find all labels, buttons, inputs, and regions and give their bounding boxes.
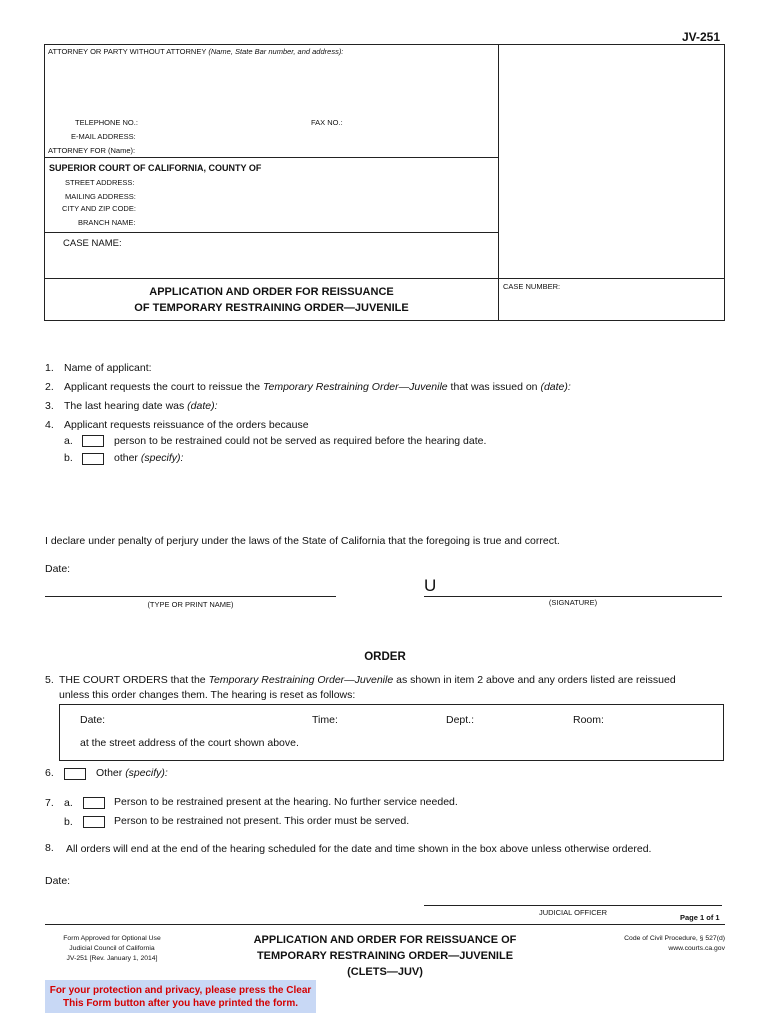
item8-text: All orders will end at the end of the hearing scheduled for the date and time shown in the box above unless otherwise ordered. xyxy=(66,843,652,855)
case-name-label: CASE NAME: xyxy=(63,238,122,249)
item7-num: 7. xyxy=(45,797,54,809)
hearing-address: at the street address of the court shown above. xyxy=(80,737,299,749)
attorney-for-label: ATTORNEY FOR (Name): xyxy=(48,146,136,155)
item7a-checkbox[interactable] xyxy=(83,797,105,809)
item7a-letter: a. xyxy=(64,797,73,809)
item6-text: Other (specify): xyxy=(96,767,168,779)
privacy-notice: For your protection and privacy, please press the Clear This Form button after you have printed the form. xyxy=(45,980,316,1013)
item6-num: 6. xyxy=(45,767,54,779)
item4b-letter: b. xyxy=(64,452,73,464)
attorney-label: ATTORNEY OR PARTY WITHOUT ATTORNEY (Name, State Bar number, and address): xyxy=(48,47,344,56)
item7a-text: Person to be restrained present at the hearing. No further service needed. xyxy=(114,796,458,808)
judicial-signature-line[interactable] xyxy=(424,905,722,906)
item7b-text: Person to be restrained not present. This order must be served. xyxy=(114,815,410,827)
item1-text: Name of applicant: xyxy=(64,362,152,374)
item4a-letter: a. xyxy=(64,435,73,447)
hearing-room-label: Room: xyxy=(573,714,604,726)
page-number: Page 1 of 1 xyxy=(680,913,720,922)
item4-text: Applicant requests reissuance of the orders because xyxy=(64,419,309,431)
mailing-label: MAILING ADDRESS: xyxy=(65,192,136,201)
case-number-label: CASE NUMBER: xyxy=(503,282,561,291)
item4-num: 4. xyxy=(45,419,54,431)
fax-label: FAX NO.: xyxy=(311,118,343,127)
item4b-text: other (specify): xyxy=(114,452,184,464)
name-line[interactable] xyxy=(45,596,336,597)
item5-num: 5. xyxy=(45,674,54,686)
street-label: STREET ADDRESS: xyxy=(65,178,135,187)
court-heading: SUPERIOR COURT OF CALIFORNIA, COUNTY OF xyxy=(49,163,262,173)
item8-num: 8. xyxy=(45,842,54,854)
hearing-date-label: Date: xyxy=(80,714,106,726)
form-number: JV-251 xyxy=(682,30,721,44)
footer-title: APPLICATION AND ORDER FOR REISSUANCE OF TEMPORARY RESTRAINING ORDER—JUVENILE (CLETS—JUV) xyxy=(253,934,517,978)
signature-caption: (SIGNATURE) xyxy=(548,598,598,607)
signature-mark: U xyxy=(424,576,437,595)
telephone-label: TELEPHONE NO.: xyxy=(75,118,138,127)
hearing-box xyxy=(59,704,724,761)
approval-text: Form Approved for Optional Use Judicial Council of California JV-251 [Rev. January 1, 2014] xyxy=(63,935,161,962)
item1-num: 1. xyxy=(45,362,54,374)
item5-text-line2: unless this order changes them. The hearing is reset as follows: xyxy=(59,689,356,701)
city-zip-label: CITY AND ZIP CODE: xyxy=(62,204,136,213)
code-reference: Code of Civil Procedure, § 527(d) www.courts.ca.gov xyxy=(624,935,725,952)
item3-text: The last hearing date was (date): xyxy=(64,400,218,412)
item2-text: Applicant requests the court to reissue the Temporary Restraining Order—Juvenile that was issued on (date): xyxy=(64,381,571,393)
declaration-text: I declare under penalty of perjury under the laws of the State of California that the foregoing is true and correct. xyxy=(45,535,560,547)
court-use-box xyxy=(498,44,725,279)
judicial-officer-caption: JUDICIAL OFFICER xyxy=(538,908,608,917)
hearing-time-label: Time: xyxy=(312,714,338,726)
item4a-checkbox[interactable] xyxy=(82,435,104,447)
item7b-checkbox[interactable] xyxy=(83,816,105,828)
email-label: E-MAIL ADDRESS: xyxy=(71,132,136,141)
item2-num: 2. xyxy=(45,381,54,393)
item5-text: THE COURT ORDERS that the Temporary Restraining Order—Juvenile as shown in item 2 above and any orders listed are reissued xyxy=(59,674,676,686)
signature-line[interactable] xyxy=(424,596,722,597)
hearing-dept-label: Dept.: xyxy=(446,714,475,726)
branch-label: BRANCH NAME: xyxy=(78,218,136,227)
item4b-checkbox[interactable] xyxy=(82,453,104,465)
footer-divider xyxy=(45,924,725,925)
item3-num: 3. xyxy=(45,400,54,412)
item7b-letter: b. xyxy=(64,816,73,828)
order-date-label: Date: xyxy=(45,875,71,887)
order-heading: ORDER xyxy=(364,651,406,663)
item6-checkbox[interactable] xyxy=(64,768,86,780)
date-label: Date: xyxy=(45,563,71,575)
form-title: APPLICATION AND ORDER FOR REISSUANCE OF TEMPORARY RESTRAINING ORDER—JUVENILE xyxy=(134,286,409,314)
type-name-caption: (TYPE OR PRINT NAME) xyxy=(147,600,234,609)
item4a-text: person to be restrained could not be served as required before the hearing date. xyxy=(114,435,487,447)
